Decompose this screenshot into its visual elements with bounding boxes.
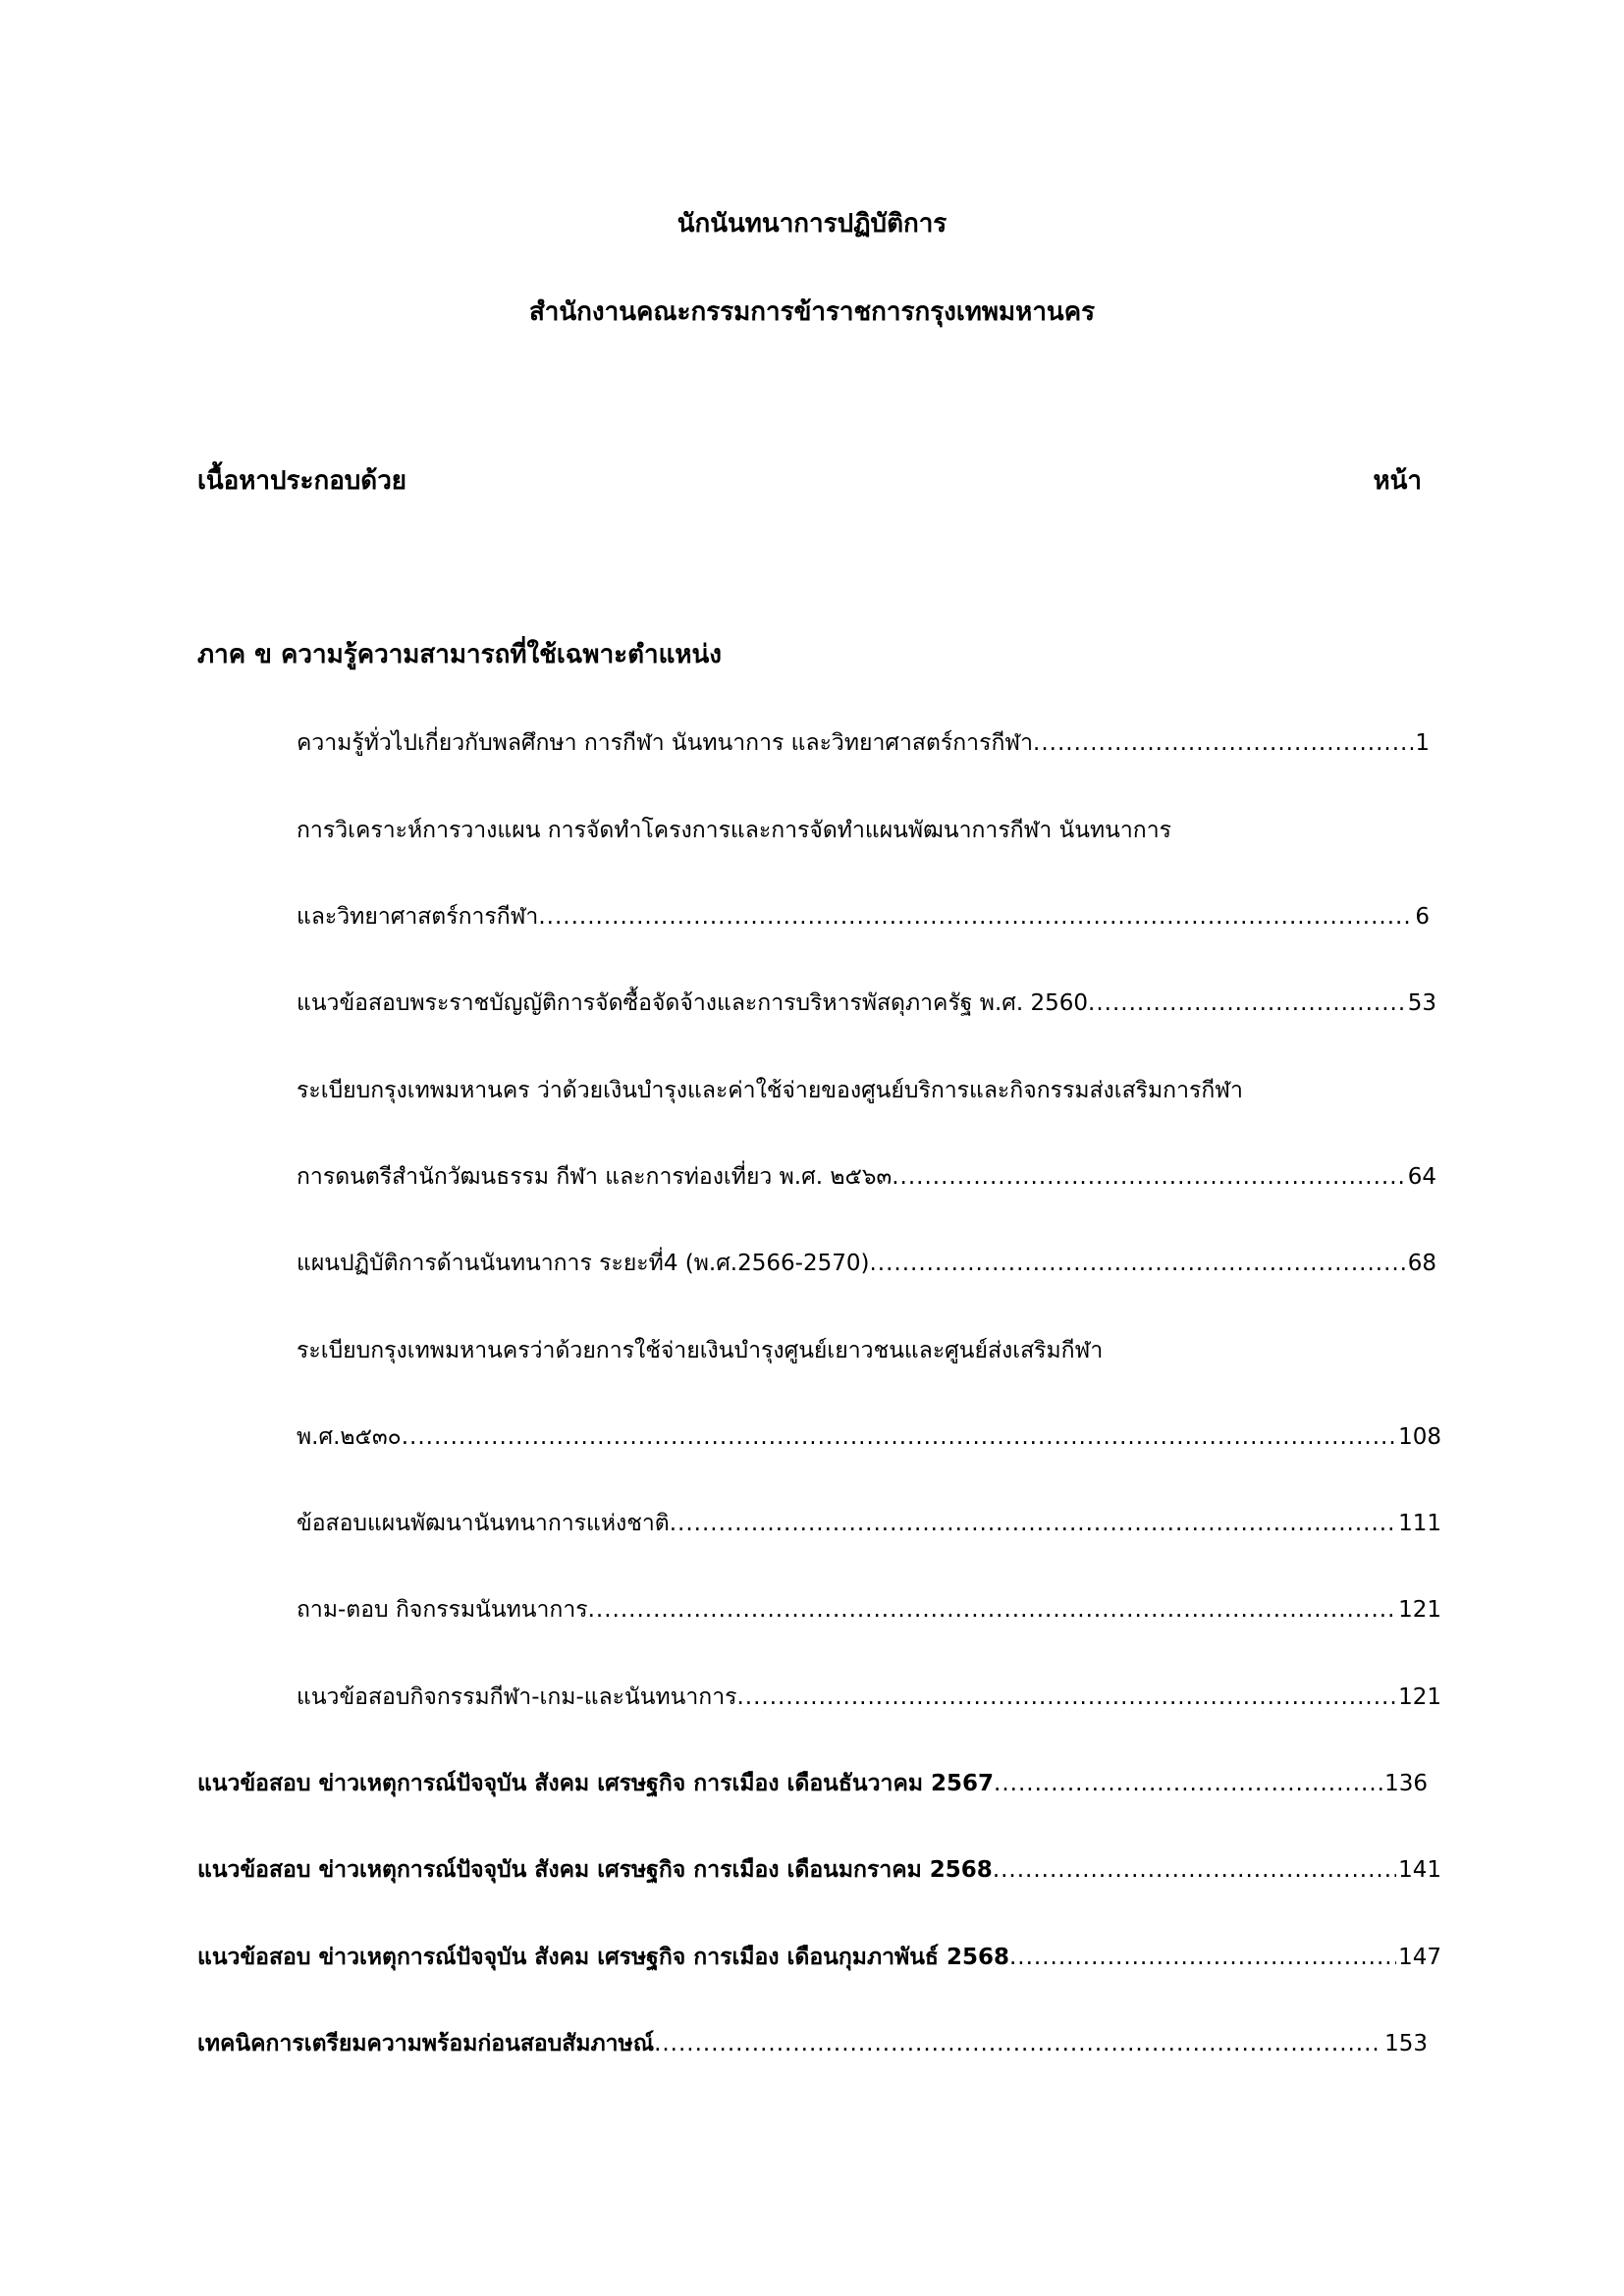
toc-dot-leader bbox=[994, 1764, 1382, 1803]
toc-entry-label: แนวข้อสอบ ข่าวเหตุการณ์ปัจจุบัน สังคม เศรษฐกิจ การเมือง เดือนธันวาคม 2567 bbox=[197, 1771, 995, 1796]
contents-label: เนื้อหาประกอบด้วย bbox=[197, 466, 407, 496]
toc-dot-leader bbox=[869, 1244, 1405, 1283]
toc-dot-leader bbox=[402, 1417, 1396, 1457]
toc-entry-label: แผนปฏิบัติการด้านนันทนาการ ระยะที่4 (พ.ศ.2566-2570) bbox=[297, 1251, 870, 1276]
section-heading: ภาค ข ความรู้ความสามารถที่ใช้เฉพาะตำแหน่ง bbox=[197, 640, 722, 669]
toc-entry[interactable] bbox=[297, 1590, 1441, 1629]
toc-dot-leader bbox=[654, 2024, 1382, 2063]
toc-entry-page: 121 bbox=[1398, 1684, 1441, 1710]
toc-entry-page: 68 bbox=[1407, 1251, 1436, 1276]
toc-entry-label: การวิเคราะห์การวางแผน การจัดทำโครงการและการจัดทำแผนพัฒนาการกีฬา นันทนาการ bbox=[297, 818, 1171, 843]
toc-entry-page: 64 bbox=[1407, 1164, 1436, 1190]
toc-entry[interactable] bbox=[297, 1244, 1436, 1283]
toc-entry-page: 1 bbox=[1415, 730, 1430, 756]
toc-entry-label: แนวข้อสอบ ข่าวเหตุการณ์ปัจจุบัน สังคม เศรษฐกิจ การเมือง เดือนมกราคม 2568 bbox=[197, 1857, 993, 1883]
toc-entry[interactable] bbox=[297, 1417, 1441, 1457]
toc-entry[interactable] bbox=[297, 811, 1430, 850]
toc-dot-leader bbox=[670, 1504, 1396, 1543]
toc-dot-leader bbox=[892, 1157, 1405, 1197]
toc-entry-page: 108 bbox=[1398, 1424, 1441, 1450]
toc-entry-label: เทคนิคการเตรียมความพร้อมก่อนสอบสัมภาษณ์ bbox=[197, 2031, 655, 2056]
toc-entry[interactable] bbox=[297, 1504, 1441, 1543]
toc-dot-leader bbox=[588, 1590, 1396, 1629]
toc-entry-page: 153 bbox=[1384, 2031, 1428, 2056]
toc-dot-leader bbox=[1033, 723, 1413, 763]
toc-entry[interactable] bbox=[297, 1678, 1441, 1717]
toc-entry-page: 147 bbox=[1398, 1945, 1441, 1970]
toc-entry[interactable] bbox=[197, 1764, 1428, 1803]
toc-entry-page: 6 bbox=[1415, 904, 1430, 930]
toc-entry-label: การดนตรีสำนักวัฒนธรรม กีฬา และการท่องเที่ยว พ.ศ. ๒๕๖๓ bbox=[297, 1164, 893, 1190]
toc-dot-leader bbox=[538, 897, 1413, 936]
toc-entry-label: ระเบียบกรุงเทพมหานครว่าด้วยการใช้จ่ายเงินบำรุงศูนย์เยาวชนและศูนย์ส่งเสริมกีฬา bbox=[297, 1338, 1104, 1363]
toc-entry-page: 141 bbox=[1398, 1857, 1441, 1883]
contents-header bbox=[197, 461, 1422, 501]
toc-entry-label: พ.ศ.๒๕๓๐ bbox=[297, 1424, 402, 1450]
toc-dot-leader bbox=[1088, 984, 1406, 1023]
toc-entry-label: ถาม-ตอบ กิจกรรมนันทนาการ bbox=[297, 1597, 588, 1623]
toc-entry-label: และวิทยาศาสตร์การกีฬา bbox=[297, 904, 539, 930]
toc-entry-label: ระเบียบกรุงเทพมหานคร ว่าด้วยเงินบำรุงและค่าใช้จ่ายของศูนย์บริการและกิจกรรมส่งเสริมการกีฬา bbox=[297, 1078, 1243, 1103]
toc-entry[interactable] bbox=[297, 1331, 1436, 1370]
toc-dot-leader bbox=[1009, 1938, 1396, 1977]
toc-entry[interactable] bbox=[197, 1850, 1441, 1890]
toc-entry-page: 136 bbox=[1384, 1771, 1428, 1796]
toc-entry-page: 121 bbox=[1398, 1597, 1441, 1623]
toc-entry[interactable] bbox=[297, 1071, 1436, 1110]
toc-entry-label: แนวข้อสอบพระราชบัญญัติการจัดซื้อจัดจ้างและการบริหารพัสดุภาครัฐ พ.ศ. 2560 bbox=[297, 990, 1089, 1016]
toc-entry-page: 53 bbox=[1407, 990, 1436, 1016]
document-subtitle: สำนักงานคณะกรรมการข้าราชการกรุงเทพมหานคร bbox=[528, 297, 1096, 327]
toc-entry[interactable] bbox=[297, 723, 1430, 763]
page-column-label: หน้า bbox=[1373, 466, 1422, 496]
toc-entry[interactable] bbox=[297, 897, 1430, 936]
toc-entry-page: 111 bbox=[1398, 1511, 1441, 1536]
toc-entry[interactable] bbox=[197, 2024, 1428, 2063]
toc-entry-label: ข้อสอบแผนพัฒนานันทนาการแห่งชาติ bbox=[297, 1511, 670, 1536]
toc-entry[interactable] bbox=[297, 1157, 1436, 1197]
toc-entry-label: แนวข้อสอบ ข่าวเหตุการณ์ปัจจุบัน สังคม เศรษฐกิจ การเมือง เดือนกุมภาพันธ์ 2568 bbox=[197, 1945, 1009, 1970]
toc-entry-label: ความรู้ทั่วไปเกี่ยวกับพลศึกษา การกีฬา นันทนาการ และวิทยาศาสตร์การกีฬา bbox=[297, 730, 1034, 756]
toc-entry[interactable] bbox=[297, 984, 1436, 1023]
toc-dot-leader bbox=[993, 1850, 1396, 1890]
toc-entry-label: แนวข้อสอบกิจกรรมกีฬา-เกม-และนันทนาการ bbox=[297, 1684, 737, 1710]
toc-dot-leader bbox=[736, 1678, 1396, 1717]
document-title: นักนันทนาการปฏิบัติการ bbox=[677, 209, 947, 239]
toc-entry[interactable] bbox=[197, 1938, 1441, 1977]
